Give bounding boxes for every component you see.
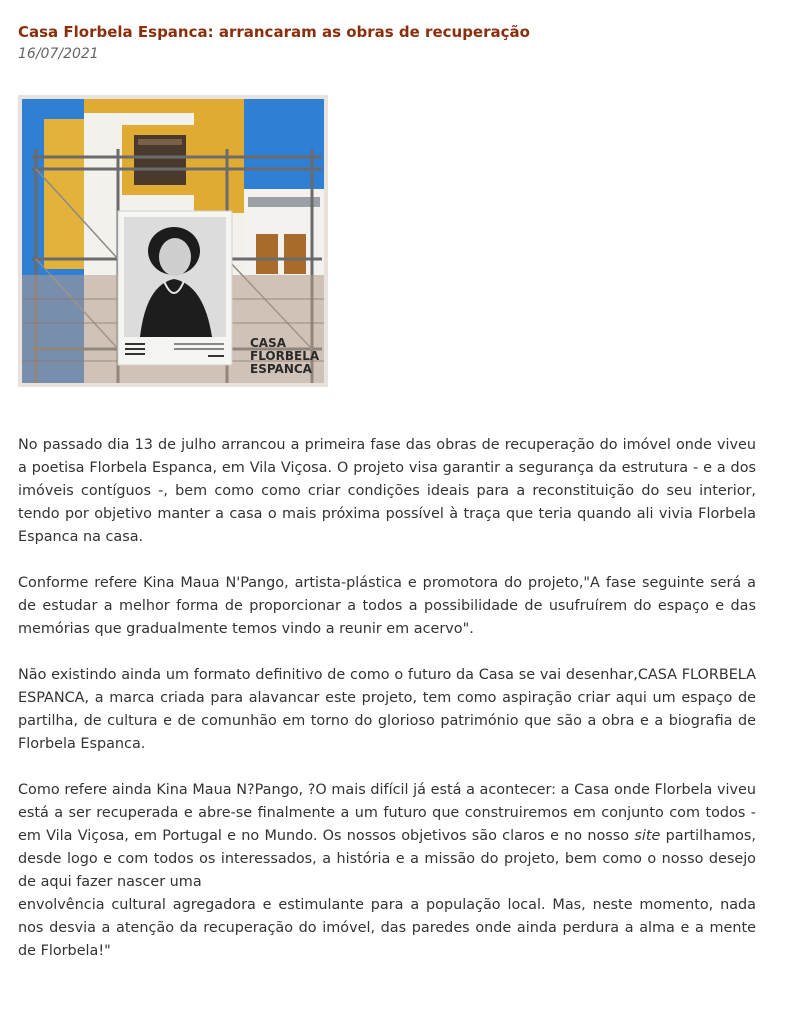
paragraph-1: No passado dia 13 de julho arrancou a primeira fase das obras de recuperação do imóvel onde viveu a poetisa Florbela Espanca, em Vila Viçosa. O projeto visa garantir a segurança da estrutura - e a dos imóveis contíguos -, bem como como criar condições ideais para a reconstituição do seu interior, tendo por objetivo manter a casa o mais próxima possível à traça que teria quando ali vivia Florbela Espanca na casa. [18,437,756,545]
banner-line-2: FLORBELA [250,349,320,363]
site-word: site [634,828,661,844]
paragraph-3: Não existindo ainda um formato definitivo de como o futuro da Casa se vai desenhar,CASA FLORBELA ESPANCA, a marca criada para alavancar este projeto, tem como aspiração criar aqui um espaço de partilha, de cultura e de comunhão em torno do glorioso património que são a obra e a biografia de Florbela Espanca. [18,667,756,752]
paragraph-4 [18,779,756,963]
paragraph-4-text: Como refere ainda Kina Maua N?Pango, ?O mais difícil já está a acontecer: a Casa onde Florbela viveu está a ser recuperada e abre-se finalmente a um futuro que construiremos em conjunto com todos - em Vila Viçosa, em Portugal e no Mundo. Os nossos objetivos são claros e no nosso [18,782,756,844]
paragraph-2: Conforme refere Kina Maua N'Pango, artista-plástica e promotora do projeto,"A fase seguinte será a de estudar a melhor forma de proporcionar a todos a possibilidade de usufruírem do espaço e das memórias que gradualmente temos vindo a reunir em acervo". [18,575,756,637]
article-date: 16/07/2021 [18,46,99,62]
article-title: Casa Florbela Espanca: arrancaram as obras de recuperação [18,23,530,41]
banner-line-1: CASA [250,336,287,350]
banner-line-3: ESPANCA [250,362,312,376]
house-facade-illustration [22,99,324,383]
paragraph-4-text-cont: partilhamos, desde logo e com todos os interessados, a história e a missão do projeto, bem como o nosso desejo de aqui fazer nascer uma [18,828,756,890]
article-photo [18,95,328,387]
paragraph-4-end: envolvência cultural agregadora e estimulante para a população local. Mas, neste momento, nada nos desvia a atenção da recuperação do imóvel, das paredes onde ainda perdura a alma e a mente de Florbela!" [18,897,756,959]
article-body [18,434,756,963]
